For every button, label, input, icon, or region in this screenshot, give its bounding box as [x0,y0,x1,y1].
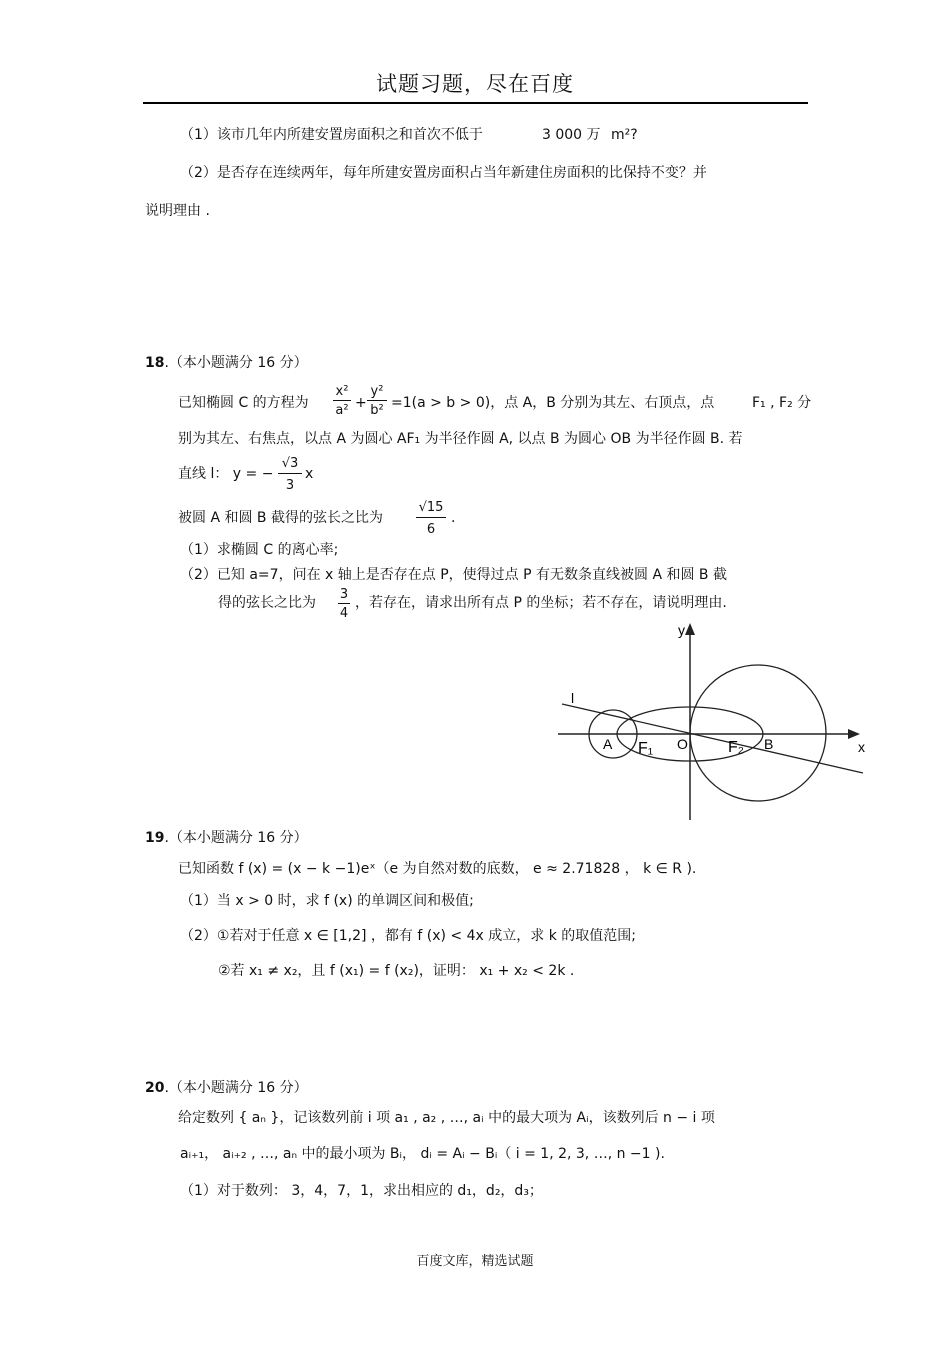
label-o: O [677,736,688,752]
label-f2: F₂ [728,739,744,756]
q18-plus: + [355,395,367,411]
q18-line4-bar [416,517,446,518]
q18-line1-middle: =1(a > b > 0)，点 A，B 分别为其左、右顶点，点 [391,395,715,411]
q17-part2: （2）是否存在连续两年，每年所建安置房面积占当年新建住房面积的比保持不变？并 [180,165,707,181]
q19-line1: 已知函数 f (x) = (x − k −1)eˣ（e 为自然对数的底数， e ≈ 2.71828 ， k ∈ R ). [178,861,697,877]
q19-heading [145,829,308,847]
q18-sub2-cont-end: ，若存在，请求出所有点 P 的坐标；若不存在，请说明理由. [355,595,727,611]
q18-frac-y-bar [367,400,387,401]
q20-score: .（本小题满分 16 分） [164,1080,308,1096]
q19-number: 19 [145,830,165,846]
label-y: y [678,622,685,638]
q18-sub2-den: 4 [339,606,349,621]
q18-line3-bar [278,473,302,474]
q17-part1-text: （1）该市几年内所建安置房面积之和首次不低于 [180,127,483,143]
q18-line4-end: . [451,510,456,526]
q20-heading [145,1079,308,1097]
label-x: x [858,739,865,755]
label-a: A [603,736,613,752]
q19-score: .（本小题满分 16 分） [164,830,308,846]
q18-frac-y-num: y² [370,384,384,399]
q18-line3-num: √3 [281,456,299,471]
q18-sub2-bar [338,603,350,604]
x-axis-arrow-icon [848,729,860,739]
q18-line3-start: 直线 l： y = − [178,466,274,482]
q20-line1: 给定数列 { aₙ }，记该数列前 i 项 a₁ , a₂ , …, aᵢ 中的最大项为 Aᵢ，该数列后 n − i 项 [178,1110,715,1126]
q17-part1-unit: m²? [610,127,638,143]
q18-sub2: （2）已知 a=7，问在 x 轴上是否存在点 P，使得过点 P 有无数条直线被圆 A 和圆 B 截 [180,567,727,583]
q17-part1 [180,126,483,144]
q17-part2-tail: 说明理由 . [145,203,210,219]
q19-sub1: （1）当 x > 0 时，求 f (x) 的单调区间和极值; [180,893,474,909]
label-l: l [571,690,575,706]
q20-sub1: （1）对于数列： 3，4，7，1，求出相应的 d₁，d₂，d₃； [180,1183,543,1199]
circle-b [690,665,826,801]
q18-frac-x-bar [333,400,351,401]
q18-frac-x-den: a² [335,403,349,418]
q18-line2: 别为其左、右焦点，以点 A 为圆心 AF₁ 为半径作圆 A, 以点 B 为圆心 OB 为半径作圆 B. 若 [178,431,743,447]
page-header-title: 试题习题，尽在百度 [376,72,574,96]
q18-line1-start: 已知椭圆 C 的方程为 [178,395,309,411]
q19-sub2: （2）①若对于任意 x ∈ [1,2] ，都有 f (x) < 4x 成立，求 k 的取值范围; [180,928,636,944]
q18-line4-start: 被圆 A 和圆 B 截得的弦长之比为 [178,510,383,526]
y-axis-arrow-icon [685,623,695,635]
q18-number: 18 [145,355,165,371]
q18-frac-y-den: b² [370,403,384,418]
q17-part1-value [542,126,638,144]
page-footer: 百度文库，精选试题 [416,1254,534,1269]
q18-score: .（本小题满分 16 分） [164,355,308,371]
q18-sub1: （1）求椭圆 C 的离心率; [180,542,339,558]
label-b: B [764,736,774,752]
q18-figure [550,615,880,830]
q18-line1-end: F₁ , F₂ 分 [752,395,812,411]
q20-number: 20 [145,1080,165,1096]
q18-line3-end: x [305,466,314,482]
q18-sub2-num: 3 [339,587,349,602]
q18-line3-den: 3 [285,478,295,493]
q18-frac-x-num: x² [335,384,349,399]
header-rule [143,102,808,104]
q18-line4-num: √15 [418,500,444,515]
q18-sub2-cont-start: 得的弦长之比为 [218,595,316,611]
q18-heading [145,354,308,372]
q19-sub2-part2: ②若 x₁ ≠ x₂，且 f (x₁) = f (x₂)，证明： x₁ + x₂ < 2k . [218,963,575,979]
label-f1: F₁ [638,740,654,757]
q18-line4-den: 6 [426,522,436,537]
q20-line2: aᵢ₊₁， aᵢ₊₂ , …, aₙ 中的最小项为 Bᵢ， dᵢ = Aᵢ − Bᵢ（ i = 1, 2, 3, …, n −1 ). [180,1146,665,1162]
q17-part1-number: 3 000 万 [542,127,601,143]
